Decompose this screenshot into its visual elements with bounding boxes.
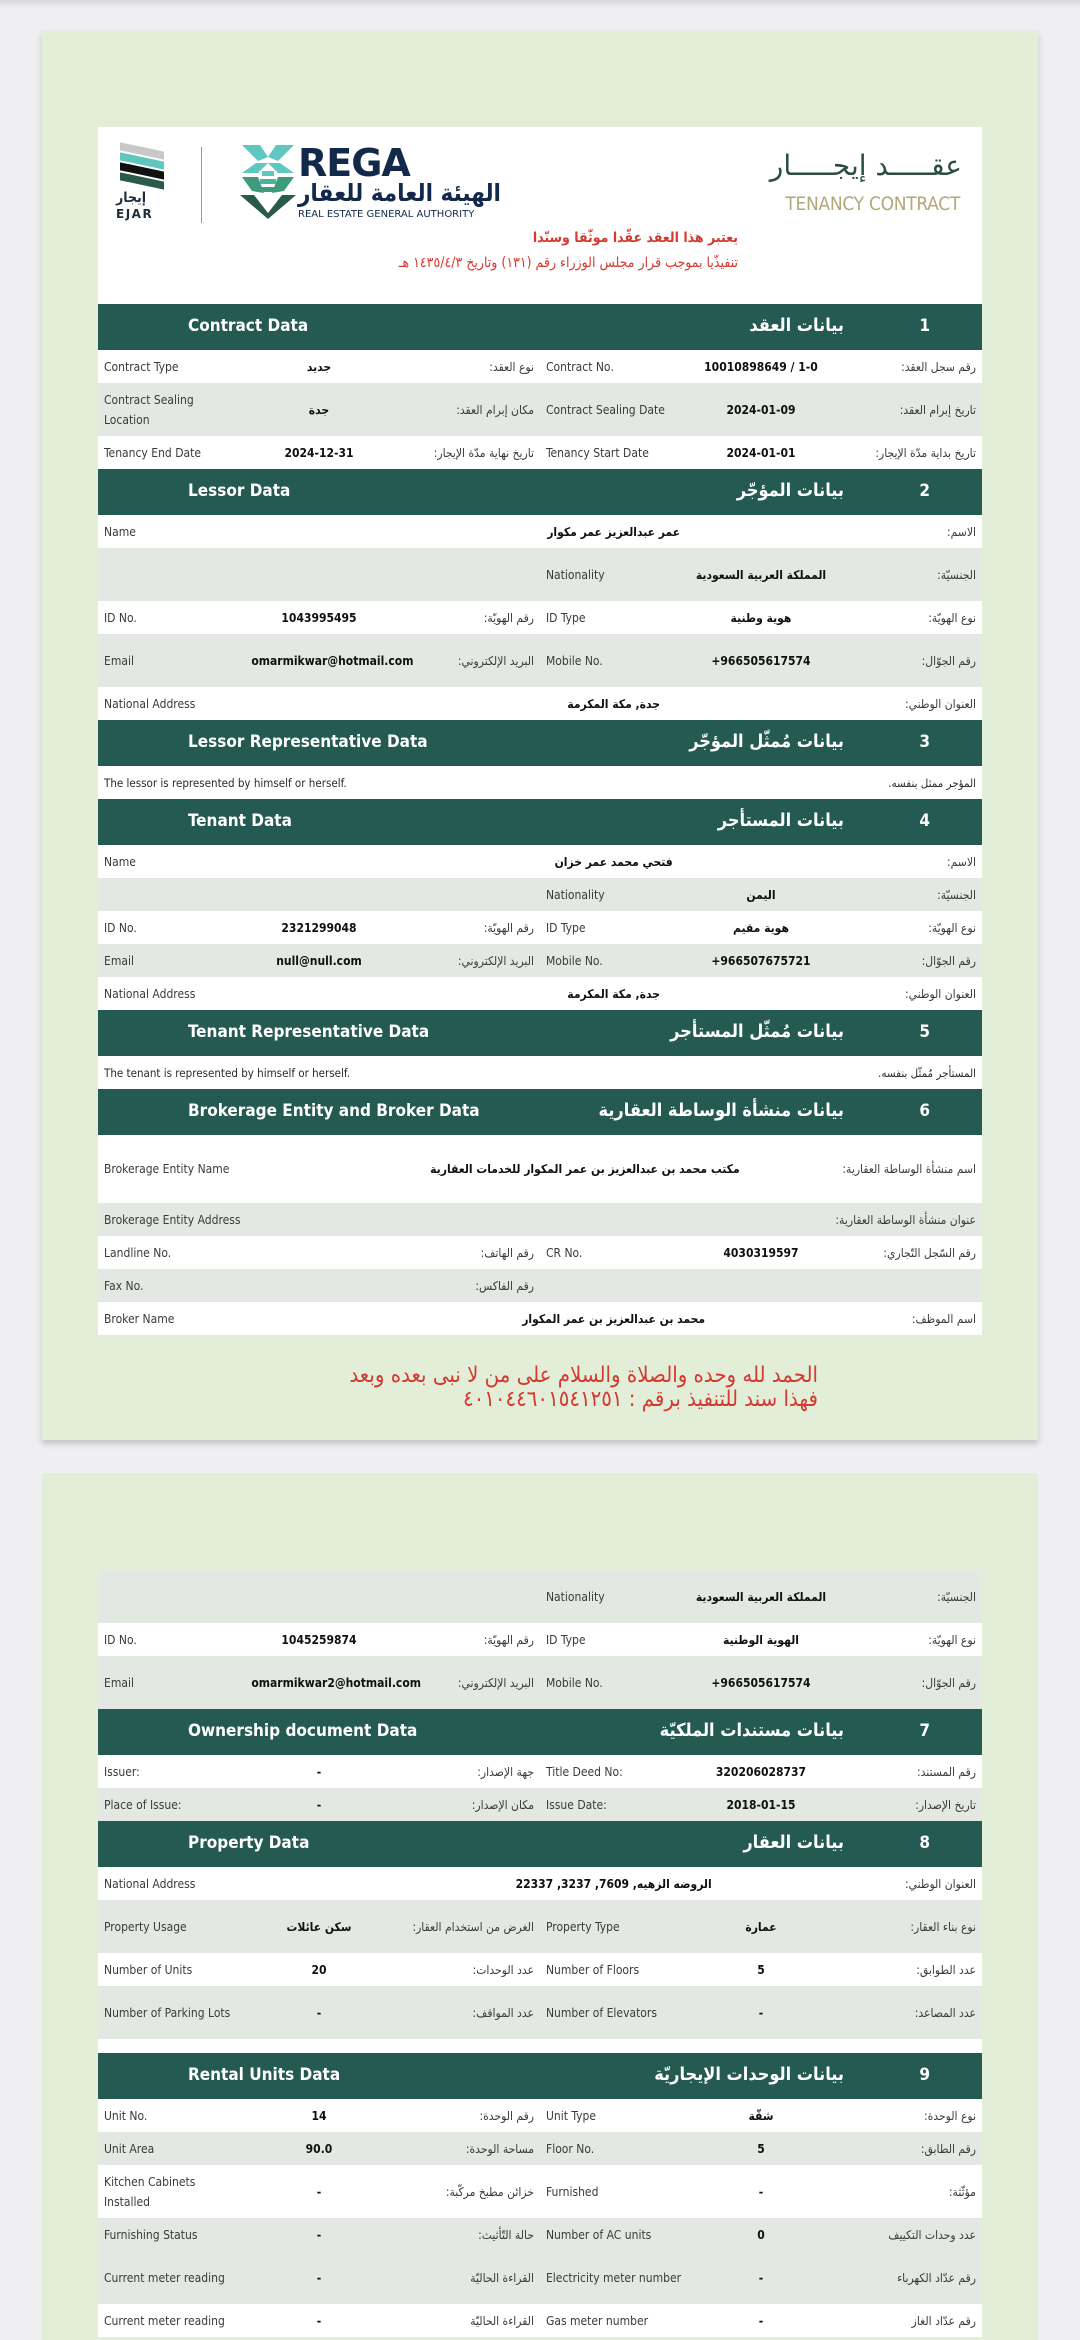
field-value: اليمن <box>746 887 776 902</box>
field-value: 14 <box>311 2108 327 2123</box>
document-page-1 <box>42 31 1038 1440</box>
field-value: - <box>316 2005 322 2020</box>
field-value: 2024-01-01 <box>726 445 796 460</box>
section-title-en: Rental Units Data <box>188 2065 341 2085</box>
field-value: - <box>316 2184 322 2199</box>
section-title-ar: بيانات المستأجر <box>717 810 844 831</box>
section-title-ar: بيانات الوحدات الإيجاريّة <box>654 2064 844 2085</box>
field-label-ar: العنوان الوطني: <box>904 696 976 711</box>
table-row <box>98 1900 982 1953</box>
field-label-en: Email <box>104 653 134 668</box>
field-label-en: Number of AC units <box>545 2227 652 2242</box>
field-label-en: Name <box>104 524 136 539</box>
table-row <box>98 1570 982 1623</box>
section-number: 3 <box>919 732 930 752</box>
section-number: 7 <box>919 1721 930 1741</box>
section-number: 9 <box>919 2065 930 2085</box>
section-header-lessor-representative <box>98 720 982 766</box>
field-value: هوية وطنية <box>730 610 792 625</box>
section-number: 5 <box>919 1022 930 1042</box>
section-number: 4 <box>919 811 930 831</box>
field-label-en: Email <box>104 953 134 968</box>
field-value: 20 <box>311 1962 327 1977</box>
section-number: 1 <box>919 316 930 336</box>
field-value: null@null.com <box>276 953 362 968</box>
field-label-en: Tenancy End Date <box>104 445 202 460</box>
field-value: - <box>316 1797 322 1812</box>
field-label-ar: رقم السّجل التّجاري: <box>883 1245 976 1260</box>
section-title-ar: بيانات منشأة الوساطة العقارية <box>598 1100 844 1121</box>
section-header-contract <box>98 304 982 350</box>
field-label-ar: رقم الجوّال: <box>921 953 976 968</box>
field-value: - <box>758 2184 764 2199</box>
table-row <box>98 436 982 469</box>
field-label-ar: تاريخ إبرام العقد: <box>899 402 976 417</box>
field-label-ar: الاسم: <box>946 524 976 539</box>
page-2-content <box>98 1570 982 2337</box>
field-label-ar: رقم الجوّال: <box>921 653 976 668</box>
field-label-en: CR No. <box>545 1245 583 1260</box>
table-row <box>98 1269 982 1302</box>
field-label-ar: القراءة الحاليّة <box>470 2313 534 2328</box>
field-value: شقّة <box>748 2108 774 2123</box>
field-value: 2024-12-31 <box>284 445 354 460</box>
note-ar: المؤجر ممثل بنفسه. <box>888 775 976 790</box>
section-title-en: Ownership document Data <box>188 1721 418 1741</box>
table-row <box>98 1135 982 1203</box>
page-1-content <box>98 127 982 1335</box>
table-row <box>98 601 982 634</box>
field-label-en: National Address <box>104 1876 196 1891</box>
field-label-en: ID No. <box>104 610 137 625</box>
section-title-en: Tenant Representative Data <box>188 1022 430 1042</box>
field-label-ar: رقم عدّاد الغاز <box>911 2313 976 2328</box>
field-label-ar: مؤثّثة: <box>948 2184 976 2199</box>
field-label-en: Contract Sealing Location <box>104 392 194 427</box>
field-label-ar: نوع العقد: <box>489 359 534 374</box>
field-value: +966507675721 <box>711 953 811 968</box>
rental-unit-rows <box>98 2099 982 2337</box>
field-label-ar: جهة الإصدار: <box>477 1764 534 1779</box>
field-label-en: Title Deed No: <box>545 1764 623 1779</box>
section-title-ar: بيانات مستندات الملكيّة <box>659 1720 844 1741</box>
table-row <box>98 2165 982 2218</box>
field-label-en: Place of Issue: <box>104 1797 182 1812</box>
field-label-en: Unit Type <box>545 2108 596 2123</box>
field-label-en: Email <box>104 1675 134 1690</box>
section-title-en: Lessor Data <box>188 481 291 501</box>
field-label-en: Fax No. <box>104 1278 144 1293</box>
field-value: 5 <box>757 1962 765 1977</box>
table-row <box>98 1953 982 1986</box>
field-label-en: Number of Units <box>104 1962 193 1977</box>
field-value: 0 <box>757 2227 765 2242</box>
table-row <box>98 1656 982 1709</box>
section-number: 8 <box>919 1833 930 1853</box>
table-row <box>98 1302 982 1335</box>
tenant-representative-note <box>98 1056 982 1089</box>
field-label-en: Nationality <box>545 567 605 582</box>
table-row <box>98 2304 982 2337</box>
table-row <box>98 1788 982 1821</box>
field-label-en: Kitchen Cabinets Installed <box>104 2174 196 2209</box>
field-label-en: Current meter reading <box>104 2270 225 2285</box>
field-label-en: Nationality <box>545 1589 605 1604</box>
table-row <box>98 2218 982 2251</box>
field-label-en: Contract Sealing Date <box>545 402 665 417</box>
table-row <box>98 1867 982 1900</box>
field-label-en: Number of Parking Lots <box>104 2005 231 2020</box>
field-value: جدة, مكة المكرمة <box>567 696 661 711</box>
field-label-en: Issuer: <box>104 1764 140 1779</box>
section-header-tenant-representative <box>98 1010 982 1056</box>
table-row <box>98 1986 982 2039</box>
field-label-en: Contract Type <box>104 359 179 374</box>
property-rows <box>98 1900 982 2039</box>
field-label-en: Mobile No. <box>545 653 603 668</box>
field-label-en: Tenancy Start Date <box>545 445 649 460</box>
field-value: هوية مقيم <box>733 920 789 935</box>
field-label-ar: البريد الإلكتروني: <box>457 1675 534 1690</box>
field-label-en: National Address <box>104 986 196 1001</box>
field-label-ar: تاريخ بداية مدّة الإيجار: <box>875 445 976 460</box>
section-title-en: Property Data <box>188 1833 310 1853</box>
field-value: - <box>758 2270 764 2285</box>
field-label-ar: نوع الهويّة: <box>928 610 976 625</box>
lessor-rows <box>98 548 982 687</box>
field-label-ar: الاسم: <box>946 854 976 869</box>
rega-emblem-icon <box>238 143 298 219</box>
field-label-en: ID Type <box>545 920 586 935</box>
field-label-ar: نوع الوحدة: <box>924 2108 976 2123</box>
field-value: جدة <box>308 402 330 417</box>
section-header-lessor <box>98 469 982 515</box>
field-label-ar: تاريخ الإصدار: <box>915 1797 976 1812</box>
field-label-ar: نوع بناء العقار: <box>910 1919 976 1934</box>
field-label-ar: رقم الطابق: <box>920 2141 976 2156</box>
section-title-ar: بيانات العقد <box>749 315 844 336</box>
field-label-en: ID Type <box>545 1632 586 1647</box>
section-title-ar: بيانات المؤجّر <box>736 480 844 501</box>
section-header-tenant <box>98 799 982 845</box>
field-label-en: ID No. <box>104 1632 137 1647</box>
contract-rows <box>98 350 982 469</box>
section-title-ar: بيانات مُمثّل المستأجر <box>670 1021 844 1042</box>
field-label-en: Landline No. <box>104 1245 172 1260</box>
field-label-en: Issue Date: <box>545 1797 607 1812</box>
table-row <box>98 515 982 548</box>
section-header-rental-units <box>98 2053 982 2099</box>
contract-header <box>98 127 982 300</box>
table-row <box>98 1623 982 1656</box>
document-page-2 <box>42 1473 1038 2340</box>
field-value: فتحي محمد عمر خزان <box>554 854 673 869</box>
section-header-property <box>98 1821 982 1867</box>
section-title-en: Brokerage Entity and Broker Data <box>188 1101 480 1121</box>
field-value: عمارة <box>745 1919 777 1934</box>
top-shadow <box>0 0 1080 8</box>
table-row <box>98 2251 982 2304</box>
note-en: The tenant is represented by himself or herself. <box>104 1065 350 1080</box>
rega-logo-en: REAL ESTATE GENERAL AUTHORITY <box>298 209 475 220</box>
field-label-ar: رقم الفاكس: <box>475 1278 534 1293</box>
field-label-ar: حالة التّأثيث: <box>478 2227 534 2242</box>
table-row <box>98 2132 982 2165</box>
field-label-ar: الجنسيّة: <box>937 1589 976 1604</box>
field-label-ar: العنوان الوطني: <box>904 986 976 1001</box>
field-label-en: Electricity meter number <box>545 2270 682 2285</box>
section-title-en: Contract Data <box>188 316 309 336</box>
rega-logo-word: REGA <box>298 141 410 185</box>
title-en: TENANCY CONTRACT <box>785 193 960 215</box>
title-ar: عقـــــد إيجـــــار <box>769 149 962 182</box>
field-label-en: Number of Elevators <box>545 2005 657 2020</box>
field-label-ar: عدد وحدات التكييف <box>888 2227 976 2242</box>
table-row <box>98 383 982 436</box>
field-value: 2018-01-15 <box>726 1797 796 1812</box>
field-label-en: Unit No. <box>104 2108 148 2123</box>
field-label-ar: رقم سجل العقد: <box>901 359 976 374</box>
field-label-en: Furnishing Status <box>104 2227 198 2242</box>
execution-text-line-2: فهذا سند للتنفيذ برقم : ٤٠١٠٤٤٦٠١٥٤١٢٥١ <box>462 1387 818 1412</box>
field-value: 1045259874 <box>281 1632 357 1647</box>
field-value: المملكة العربية السعودية <box>695 1589 827 1604</box>
field-value: جديد <box>306 359 332 374</box>
field-label-en: ID No. <box>104 920 137 935</box>
field-value: - <box>758 2313 764 2328</box>
tenant-rows <box>98 878 982 977</box>
field-label-en: Mobile No. <box>545 1675 603 1690</box>
section-header-brokerage <box>98 1089 982 1135</box>
field-label-ar: خزائن مطبخ مركّبة: <box>445 2184 534 2199</box>
field-value: - <box>316 1764 322 1779</box>
section-header-ownership <box>98 1709 982 1755</box>
field-value: - <box>316 2227 322 2242</box>
field-label-ar: نوع الهويّة: <box>928 920 976 935</box>
field-label-en: ID Type <box>545 610 586 625</box>
field-value: محمد بن عبدالعزيز بن عمر المكوار <box>522 1311 706 1326</box>
field-label-en: Unit Area <box>104 2141 155 2156</box>
field-value: - <box>316 2270 322 2285</box>
field-label-en: Broker Name <box>104 1311 175 1326</box>
table-row <box>98 878 982 911</box>
field-label-ar: البريد الإلكتروني: <box>457 653 534 668</box>
field-label-ar: رقم الجوّال: <box>921 1675 976 1690</box>
field-value: الروضه الزهيه, 7609, 3237, 22337 <box>515 1876 712 1891</box>
section-number: 2 <box>919 481 930 501</box>
field-label-ar: رقم المستند: <box>917 1764 976 1779</box>
field-label-en: Nationality <box>545 887 605 902</box>
table-row <box>98 2099 982 2132</box>
continued-party-rows <box>98 1570 982 1709</box>
field-value: مكتب محمد بن عبدالعزيز بن عمر المكوار للخدمات العقارية <box>430 1162 740 1176</box>
field-value: +966505617574 <box>711 1675 811 1690</box>
table-row <box>98 944 982 977</box>
field-value: جدة, مكة المكرمة <box>567 986 661 1001</box>
field-value: سكن عائلات <box>286 1919 352 1934</box>
field-label-en: Name <box>104 854 136 869</box>
field-label-ar: عدد الوحدات: <box>472 1962 534 1977</box>
field-label-en: Property Type <box>545 1919 620 1934</box>
ejar-logo-en: EJAR <box>116 207 154 221</box>
note-ar: المستأجر مُمثّل بنفسه. <box>878 1065 976 1080</box>
field-label-en: Number of Floors <box>545 1962 640 1977</box>
section-title-en: Lessor Representative Data <box>188 732 428 752</box>
table-row <box>98 845 982 878</box>
ejar-logo-ar: إيجار <box>116 190 147 206</box>
section-number: 6 <box>919 1101 930 1121</box>
field-label-ar: اسم منشأة الوساطة العقارية: <box>842 1162 976 1176</box>
field-label-ar: رقم عدّاد الكهرباء <box>897 2270 976 2285</box>
decree-line-2: تنفيذّيا بموجب قرار مجلس الوزراء رقم (١٣١) وتاريخ ١٤٣٥/٤/٣ هـ <box>398 255 738 271</box>
field-value: 4030319597 <box>723 1245 799 1260</box>
field-value: 10010898649 / 1-0 <box>704 359 818 374</box>
field-label-ar: مساحة الوحدة: <box>465 2141 534 2156</box>
field-label-ar: عدد الطوابق: <box>916 1962 976 1977</box>
field-label-ar: البريد الإلكتروني: <box>457 953 534 968</box>
logo-divider <box>201 147 202 223</box>
rega-logo-ar: الهيئة العامة للعقار <box>298 179 501 207</box>
field-label-ar: اسم الموظف: <box>911 1311 976 1326</box>
execution-text-line-1: الحمد لله وحده والصلاة والسلام على من لا نبى بعده وبعد <box>349 1363 818 1388</box>
table-row <box>98 350 982 383</box>
section-title-en: Tenant Data <box>188 811 292 831</box>
field-label-en: Contract No. <box>545 359 614 374</box>
field-label-ar: الجنسيّة: <box>937 567 976 582</box>
field-label-ar: عدد المواقف: <box>472 2005 534 2020</box>
section-title-ar: بيانات مُمثّل المؤجّر <box>689 731 844 752</box>
field-label-en: Gas meter number <box>545 2313 649 2328</box>
field-value: omarmikwar2@hotmail.com <box>251 1675 421 1690</box>
field-label-ar: الجنسيّة: <box>937 887 976 902</box>
field-value: 2024-01-09 <box>726 402 796 417</box>
field-label-ar: نوع الهويّة: <box>928 1632 976 1647</box>
field-value: omarmikwar@hotmail.com <box>251 653 414 668</box>
table-row <box>98 977 982 1010</box>
brokerage-rows <box>98 1236 982 1302</box>
field-label-ar: عنوان منشأة الوساطة العقارية: <box>835 1212 976 1227</box>
field-label-ar: الغرض من استخدام العقار: <box>412 1919 534 1934</box>
field-label-en: Mobile No. <box>545 953 603 968</box>
section-title-ar: بيانات العقار <box>743 1832 844 1853</box>
field-label-ar: تاريخ نهاية مدّة الإيجار: <box>433 445 534 460</box>
field-label-en: Brokerage Entity Address <box>104 1212 241 1227</box>
table-row <box>98 548 982 601</box>
field-label-ar: مكان إبرام العقد: <box>456 402 534 417</box>
field-label-en: National Address <box>104 696 196 711</box>
field-value: المملكة العربية السعودية <box>695 567 827 582</box>
field-label-ar: العنوان الوطني: <box>904 1876 976 1891</box>
field-label-ar: القراءة الحاليّة <box>470 2270 534 2285</box>
field-label-ar: رقم الهاتف: <box>480 1245 534 1260</box>
note-en: The lessor is represented by himself or herself. <box>104 775 347 790</box>
table-row <box>98 1236 982 1269</box>
field-value: - <box>758 2005 764 2020</box>
field-value: 320206028737 <box>715 1764 807 1779</box>
lessor-representative-note <box>98 766 982 799</box>
field-label-ar: رقم الهويّة: <box>483 920 534 935</box>
field-value: 5 <box>757 2141 765 2156</box>
table-row <box>98 687 982 720</box>
field-label-ar: مكان الإصدار: <box>471 1797 534 1812</box>
field-label-ar: رقم الهويّة: <box>483 610 534 625</box>
field-label-en: Floor No. <box>545 2141 595 2156</box>
field-value: - <box>316 2313 322 2328</box>
field-value: الهوية الوطنية <box>722 1632 799 1647</box>
field-label-en: Brokerage Entity Name <box>104 1162 230 1176</box>
table-row <box>98 634 982 687</box>
table-row <box>98 1755 982 1788</box>
table-row <box>98 1203 982 1236</box>
field-value: +966505617574 <box>711 653 811 668</box>
field-value: 2321299048 <box>281 920 357 935</box>
field-label-ar: عدد المصاعد: <box>914 2005 976 2020</box>
field-value: عمر عبدالعزيز عمر مكوار <box>547 524 681 539</box>
field-label-en: Property Usage <box>104 1919 187 1934</box>
field-label-ar: رقم الهويّة: <box>483 1632 534 1647</box>
field-value: 90.0 <box>305 2141 333 2156</box>
decree-line-1: يعتبر هذا العقد عقّدا موثّقا وسنّدا <box>532 230 738 246</box>
field-label-ar: رقم الوحدة: <box>479 2108 534 2123</box>
field-label-en: Furnished <box>545 2184 599 2199</box>
field-label-en: Current meter reading <box>104 2313 225 2328</box>
field-value: 1043995495 <box>281 610 357 625</box>
ownership-rows <box>98 1755 982 1821</box>
table-row <box>98 911 982 944</box>
